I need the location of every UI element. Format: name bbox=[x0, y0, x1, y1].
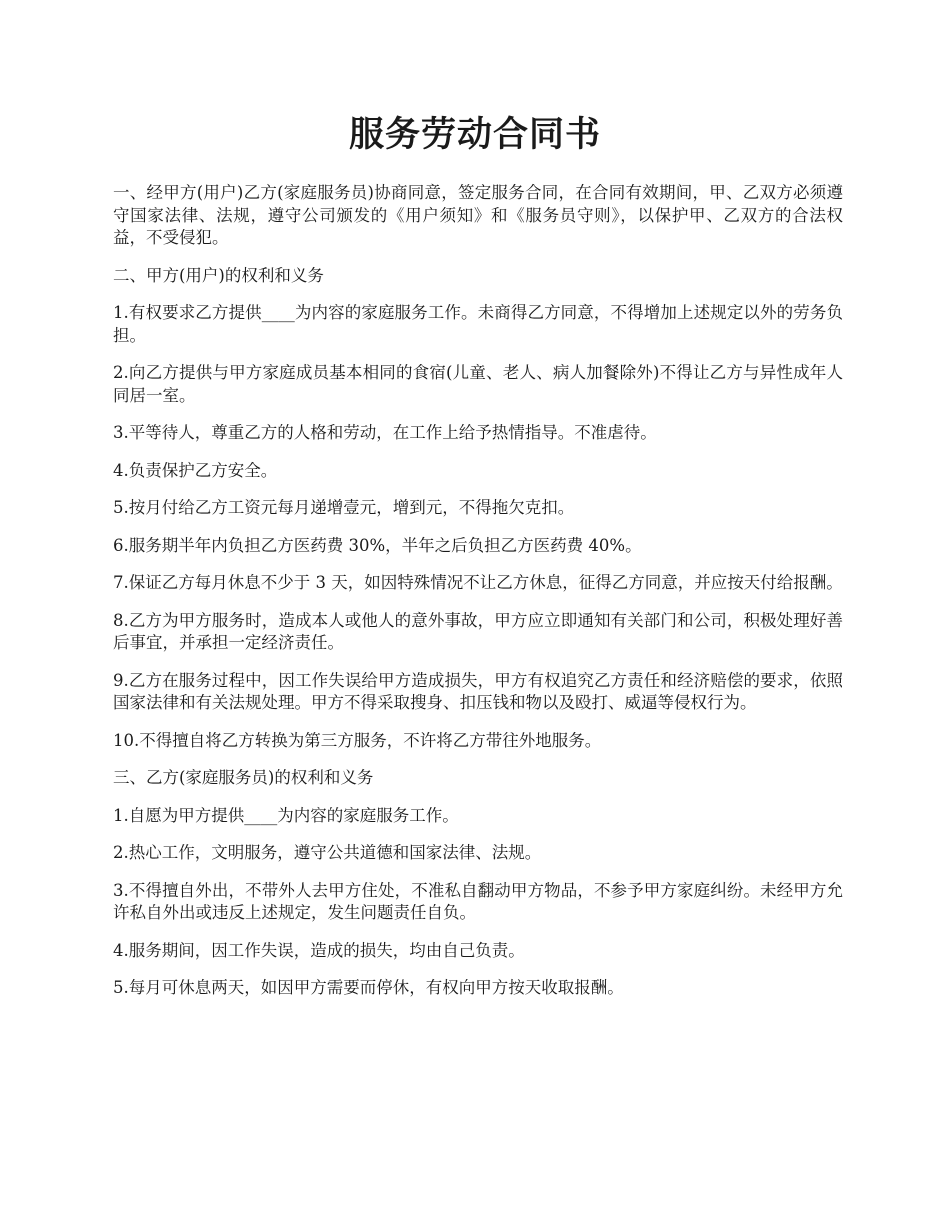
paragraph-intro: 一、经甲方(用户)乙方(家庭服务员)协商同意，签定服务合同，在合同有效期间，甲、乙双方必须遵守国家法律、法规，遵守公司颁发的《用户须知》和《服务员守则》，以保护甲、乙双方的合法权益，不受侵犯。 bbox=[113, 183, 843, 247]
paragraph-b-4: 4.服务期间，因工作失误，造成的损失，均由自己负责。 bbox=[113, 940, 525, 960]
paragraph-a-7: 7.保证乙方每月休息不少于 3 天，如因特殊情况不让乙方休息，征得乙方同意，并应按天付给报酬。 bbox=[113, 573, 843, 592]
paragraph-a-3: 3.平等待人，尊重乙方的人格和劳动，在工作上给予热情指导。不准虐待。 bbox=[113, 423, 657, 442]
paragraph-a-1: 1.有权要求乙方提供____为内容的家庭服务工作。未商得乙方同意，不得增加上述规定以外的劳务负担。 bbox=[113, 303, 843, 345]
paragraph-a-10: 10.不得擅自将乙方转换为第三方服务，不许将乙方带往外地服务。 bbox=[113, 730, 602, 750]
paragraph-a-9: 9.乙方在服务过程中，因工作失误给甲方造成损失，甲方有权追究乙方责任和经济赔偿的要求，依照国家法律和有关法规处理。甲方不得采取搜身、扣压钱和物以及殴打、威逼等侵权行为。 bbox=[113, 670, 843, 712]
document-body bbox=[113, 182, 843, 1015]
paragraph-b-1: 1.自愿为甲方提供____为内容的家庭服务工作。 bbox=[113, 805, 459, 825]
paragraph-b-2: 2.热心工作，文明服务，遵守公共道德和国家法律、法规。 bbox=[113, 843, 542, 862]
paragraph-a-8: 8.乙方为甲方服务时，造成本人或他人的意外事故，甲方应立即通知有关部门和公司，积极处理好善后事宜，并承担一定经济责任。 bbox=[113, 610, 843, 652]
paragraph-a-6: 6.服务期半年内负担乙方医药费 30%，半年之后负担乙方医药费 40%。 bbox=[113, 535, 642, 555]
paragraph-a-2: 2.向乙方提供与甲方家庭成员基本相同的食宿(儿童、老人、病人加餐除外)不得让乙方与异性成年人同居一室。 bbox=[113, 363, 843, 405]
document-title: 服务劳动合同书 bbox=[348, 114, 601, 155]
paragraph-a-4: 4.负责保护乙方安全。 bbox=[113, 460, 278, 480]
paragraph-b-3: 3.不得擅自外出，不带外人去甲方住处，不准私自翻动甲方物品，不参予甲方家庭纠纷。未经甲方允许私自外出或违反上述规定，发生问题责任自负。 bbox=[113, 880, 843, 922]
section-heading-party-b: 三、乙方(家庭服务员)的权利和义务 bbox=[113, 768, 374, 787]
paragraph-b-5: 5.每月可休息两天，如因甲方需要而停休，有权向甲方按天收取报酬。 bbox=[113, 978, 624, 997]
paragraph-a-5: 5.按月付给乙方工资元每月递增壹元，增到元，不得拖欠克扣。 bbox=[113, 498, 575, 517]
section-heading-party-a: 二、甲方(用户)的权利和义务 bbox=[113, 265, 324, 285]
